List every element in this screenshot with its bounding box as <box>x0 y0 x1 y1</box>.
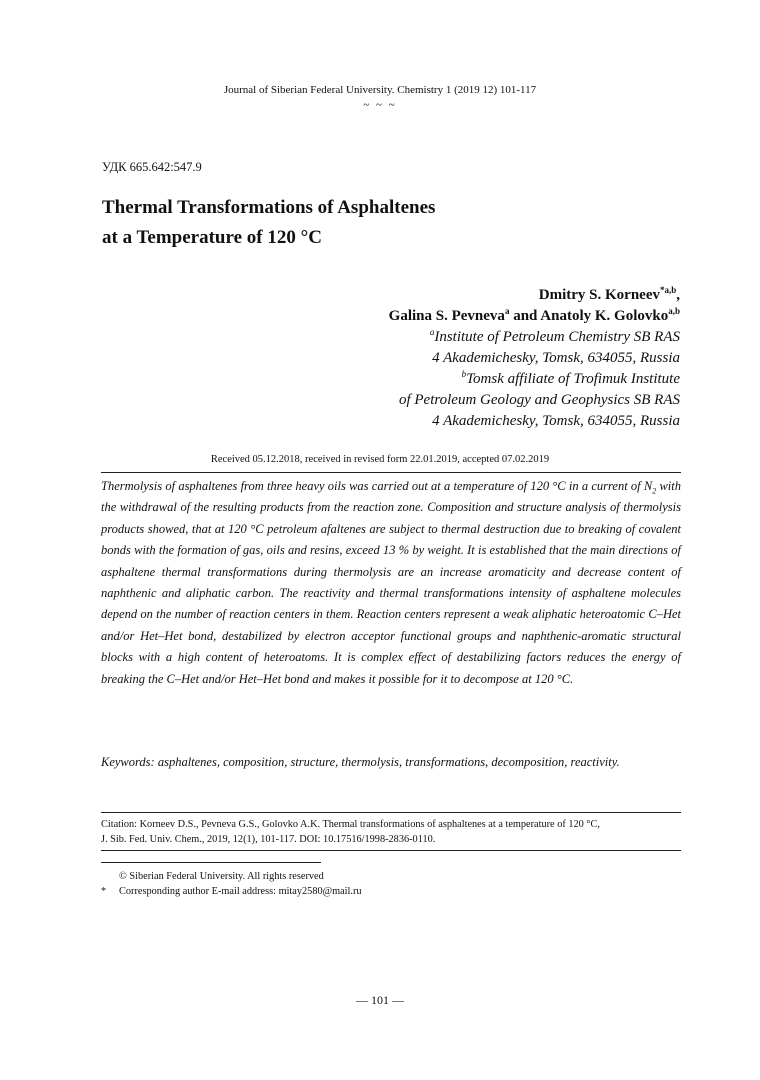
author-golovko: Anatoly K. Golovko <box>540 308 669 324</box>
copyright-note: © Siberian Federal University. All rights reserved <box>119 871 324 882</box>
page-number: — 101 — <box>356 993 404 1007</box>
udk-code: УДК 665.642:547.9 <box>102 160 202 174</box>
title-line-1: Thermal Transformations of Asphaltenes <box>102 197 436 218</box>
citation-top-rule <box>101 812 681 813</box>
affiliation-b-line-1: $^b$Tomsk affiliate of Trofimuk Institute <box>461 369 680 387</box>
author-pevneva-affil: a <box>504 306 510 316</box>
title-line-2: at a Temperature of 120 °C <box>102 227 322 248</box>
article-title <box>102 193 435 253</box>
author-golovko-affil: a,b <box>668 306 680 316</box>
abstract: Thermolysis of asphaltenes from three heavy oils was carried out at a temperature of 120 °C in a current of $N_2$ with the withdrawal of the resulting products from the reaction zone. Composition and structure analysis of thermolysis products showed, that at 120 °C petroleum afaltenes are subject to thermal destruction due to breaking of covalent bonds with the formation of gas, oils and resins, exceed 13 % by weight. It is established that the main directions of asphaltene thermal transformations during thermolysis are an increase aromaticity and decrease content of naphthenic and aliphatic carbon. The reactivity and thermal transformations intensity of asphaltene molecules depend on the number of reaction centers in them. Reaction centers represent a weak aliphatic heteroatomic C–Het and/or Het–Het bond, destabilized by electron acceptor functional groups and naphthenic-aromatic structural blocks with a high content of heteroatoms. It is complex effect of destabilizing factors reduces the energy of breaking the C–Het and/or Het–Het bond and makes it possible for it to decompose at 120 °C. <box>101 479 681 686</box>
journal-header: Journal of Siberian Federal University. Chemistry 1 (2019 12) 101-117 <box>223 84 537 96</box>
author-pevneva: Galina S. Pevneva <box>388 308 505 324</box>
abstract-top-rule <box>101 472 681 473</box>
author-line-2: Galina S. Pevneva$^a$ and Anatoly K. Golovko$^{a,b}$ <box>388 306 680 324</box>
authors-block <box>389 285 680 432</box>
corresponding-author-note: * Corresponding author E-mail address: mitay2580@mail.ru <box>101 886 362 897</box>
footnotes <box>101 869 362 899</box>
citation-line-1: Citation: Korneev D.S., Pevneva G.S., Golovko A.K. Thermal transformations of asphaltenes at a temperature of 120 °C, <box>101 819 600 830</box>
affiliation-a-line-1: $^a$Institute of Petroleum Chemistry SB RAS <box>429 327 680 345</box>
citation-line-2: J. Sib. Fed. Univ. Chem., 2019, 12(1), 101-117. DOI: 10.17516/1998-2836-0110. <box>101 833 436 845</box>
header-ornament: ~ ~ ~ <box>363 99 397 111</box>
citation <box>101 818 681 847</box>
citation-bottom-rule <box>101 850 681 851</box>
author-line-1: Dmitry S. Korneev$^{*a,b}$, <box>538 285 680 303</box>
author-korneev: Dmitry S. Korneev <box>538 287 660 303</box>
received-dates: Received 05.12.2018, received in revised form 22.01.2019, accepted 07.02.2019 <box>210 454 550 465</box>
keywords: Keywords: asphaltenes, composition, structure, thermolysis, transformations, decomposition, reactivity. <box>101 755 620 769</box>
footnote-rule <box>101 862 321 863</box>
affiliation-a-line-2: 4 Akademichesky, Tomsk, 634055, Russia <box>432 350 680 366</box>
affiliation-b-line-3: 4 Akademichesky, Tomsk, 634055, Russia <box>432 413 680 429</box>
affiliation-b-line-2: of Petroleum Geology and Geophysics SB RAS <box>398 392 680 408</box>
author-korneev-affil: *a,b <box>659 285 677 295</box>
